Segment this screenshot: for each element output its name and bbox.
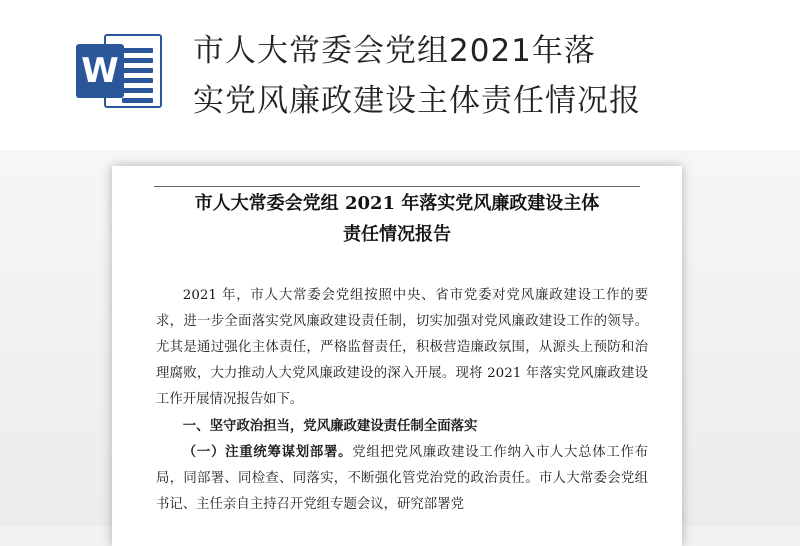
document-page: [112, 166, 682, 546]
intro-paragraph: 2021 年，市人大常委会党组按照中央、省市党委对党风廉政建设工作的要求，进一步全面落实党风廉政建设责任制，切实加强对党风廉政建设工作的领导。尤其是通过强化主体责任，严格监督责任，积极营造廉政氛围，从源头上预防和治理腐败，大力推动人大党风廉政建设的深入开展。现将 2021 年落实党风廉政建设工作开展情况报告如下。: [156, 288, 648, 407]
word-icon: [74, 30, 166, 112]
header-banner: [0, 0, 800, 150]
document-title-line1: 市人大常委会党组 2021 年落实党风廉政建设主体: [194, 193, 600, 214]
header-title-line2: 实党风廉政建设主体责任情况报: [193, 83, 641, 119]
word-icon-letter: W: [76, 44, 124, 98]
section-heading-1: 一、坚守政治担当，党风廉政建设责任制全面落实: [182, 418, 478, 434]
header-title-line1: 市人大常委会党组2021年落: [193, 33, 596, 69]
subsection-text-1: 党组把党风廉政建设工作纳入市人大总体工作布局，同部署、同检查、同落实，不断强化管党治党的政治责任。市人大常委会党组书记、主任亲自主持召开党组专题会议，研究部署党: [156, 445, 649, 512]
document-title-line2: 责任情况报告: [343, 224, 451, 245]
header-title: [193, 26, 753, 126]
document-body: [156, 283, 648, 518]
page-top-rule: [154, 186, 640, 187]
document-title: [132, 188, 662, 250]
subsection-paragraph-1: [156, 439, 648, 518]
subsection-label-1: （一）注重统筹谋划部署。: [182, 444, 353, 460]
